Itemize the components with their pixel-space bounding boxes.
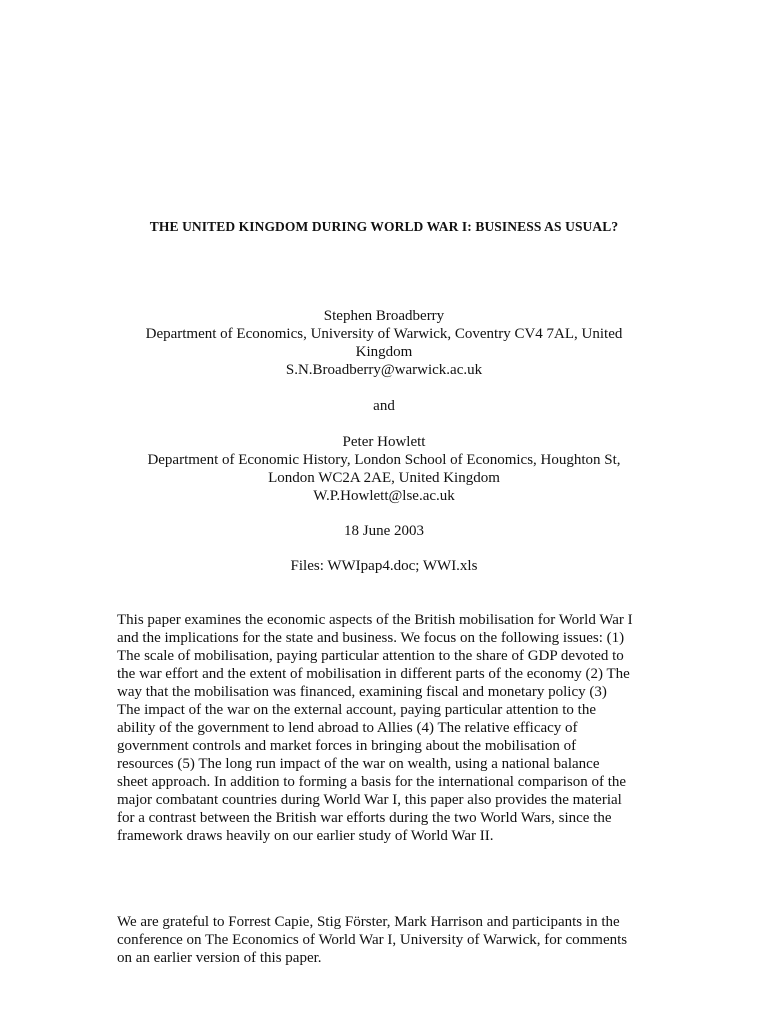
- author-affiliation: Kingdom: [355, 344, 413, 360]
- author-email: S.N.Broadberry@warwick.ac.uk: [285, 362, 483, 378]
- abstract-line: This paper examines the economic aspects of the British mobilisation for World War I: [117, 612, 633, 628]
- paper-date: 18 June 2003: [344, 523, 424, 539]
- abstract-line: and the implications for the state and business. We focus on the following issues: (1): [117, 630, 625, 646]
- abstract-line: way that the mobilisation was financed, examining fiscal and monetary policy (3): [117, 684, 607, 700]
- author-name: Stephen Broadberry: [323, 308, 445, 324]
- abstract-line: The scale of mobilisation, paying particular attention to the share of GDP devoted to: [117, 648, 624, 664]
- abstract-line: resources (5) The long run impact of the war on wealth, using a national balance: [117, 756, 600, 772]
- abstract-line: major combatant countries during World War I, this paper also provides the material: [117, 792, 622, 808]
- abstract-line: the war effort and the extent of mobilisation in different parts of the economy (2) The: [117, 666, 630, 682]
- acknowledgement-line: We are grateful to Forrest Capie, Stig Förster, Mark Harrison and participants in the: [117, 914, 620, 930]
- abstract: [117, 611, 657, 845]
- author-block-2: [120, 433, 648, 505]
- author-block-1: [120, 307, 648, 379]
- abstract-line: government controls and market forces in bringing about the mobilisation of: [117, 738, 577, 754]
- abstract-line: The impact of the war on the external account, paying particular attention to the: [117, 702, 596, 718]
- files-note: Files: WWIpap4.doc; WWI.xls: [290, 558, 478, 574]
- author-name: Peter Howlett: [342, 434, 426, 450]
- acknowledgement-line: on an earlier version of this paper.: [117, 950, 322, 966]
- acknowledgement: [117, 913, 657, 967]
- author-affiliation: Department of Economic History, London School of Economics, Houghton St,: [147, 452, 621, 468]
- author-affiliation: Department of Economics, University of Warwick, Coventry CV4 7AL, United: [145, 326, 623, 342]
- paper-title: THE UNITED KINGDOM DURING WORLD WAR I: BUSINESS AS USUAL?: [149, 219, 619, 234]
- abstract-line: for a contrast between the British war efforts during the two World Wars, since the: [117, 810, 612, 826]
- abstract-line: framework draws heavily on our earlier study of World War II.: [117, 828, 494, 844]
- author-affiliation: London WC2A 2AE, United Kingdom: [268, 470, 500, 486]
- author-conjunction: and: [373, 398, 395, 414]
- abstract-line: sheet approach. In addition to forming a basis for the international comparison of the: [117, 774, 627, 790]
- abstract-line: ability of the government to lend abroad to Allies (4) The relative efficacy of: [117, 720, 578, 736]
- author-email: W.P.Howlett@lse.ac.uk: [313, 488, 455, 504]
- acknowledgement-line: conference on The Economics of World War I, University of Warwick, for comments: [117, 932, 628, 948]
